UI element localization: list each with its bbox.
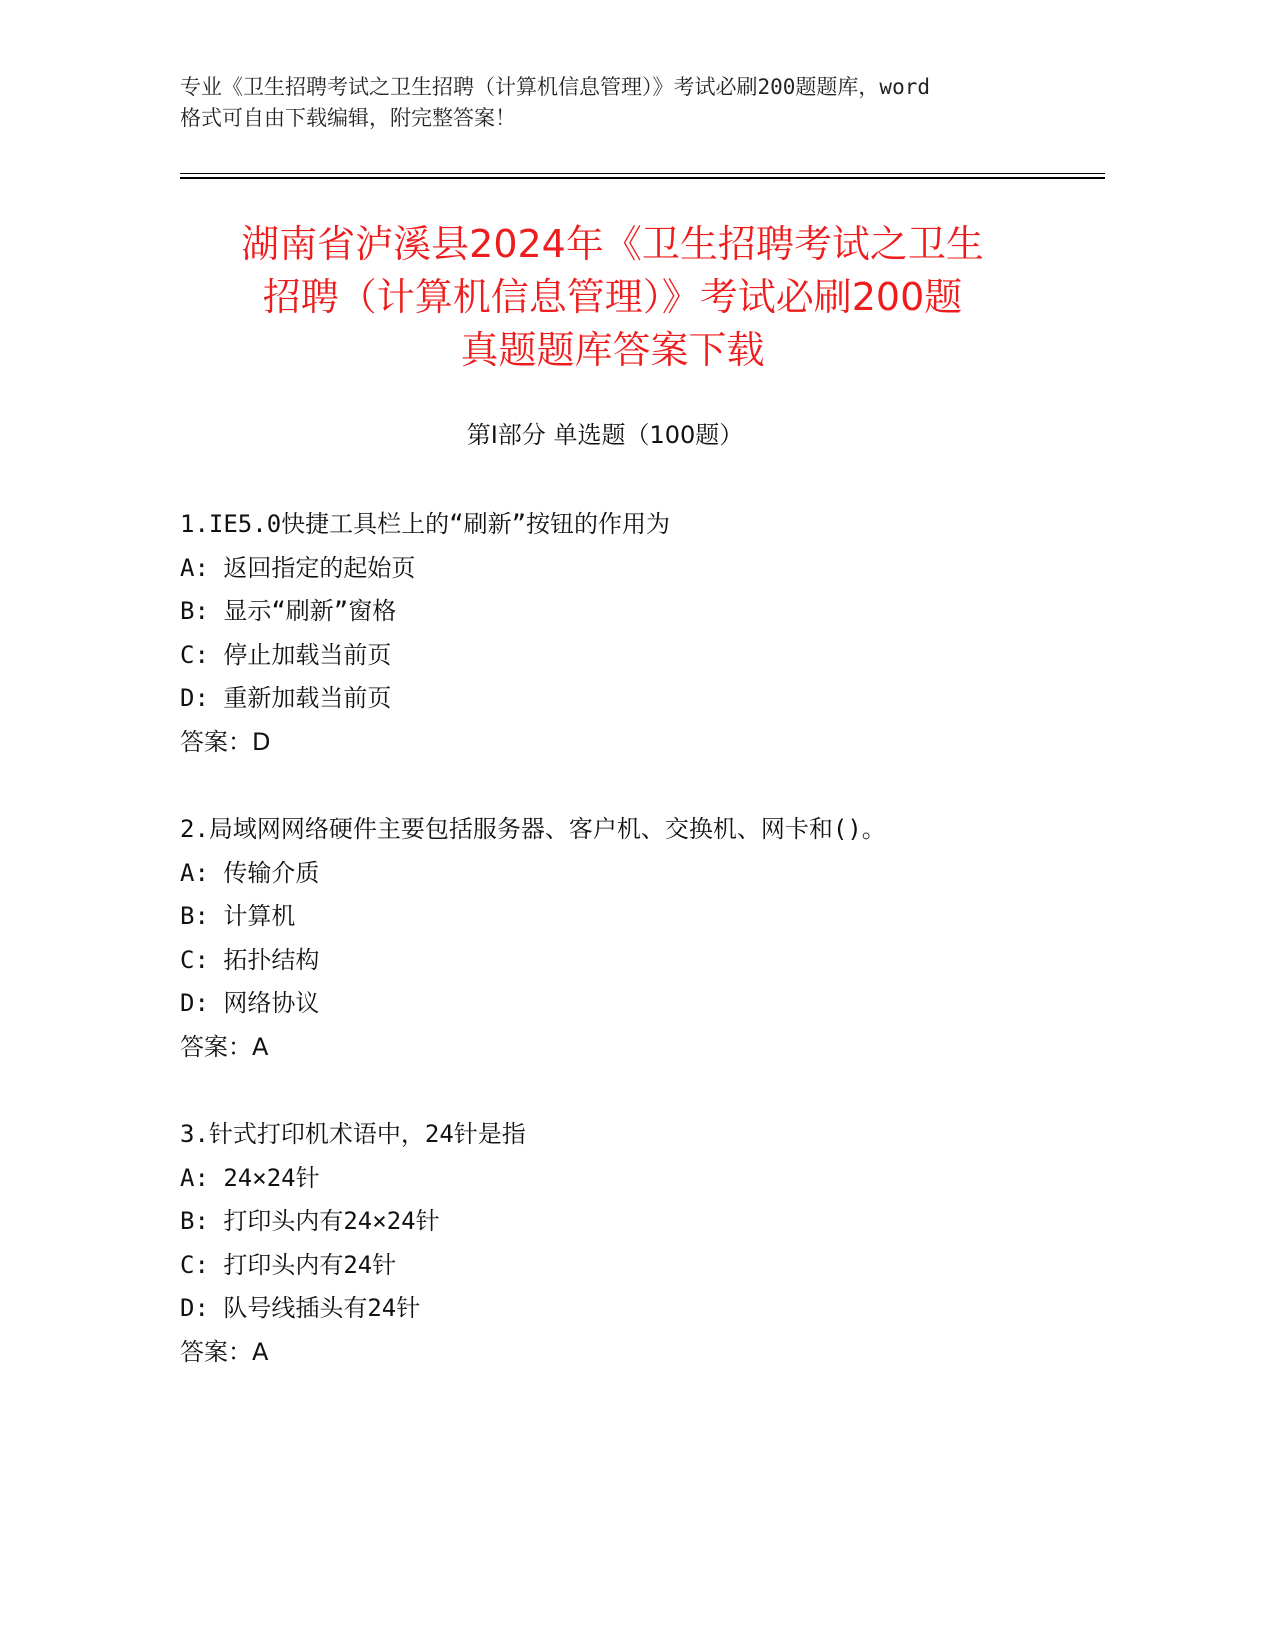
intro-line-1: 专业《卫生招聘考试之卫生招聘（计算机信息管理）》考试必刷200题题库，word	[180, 75, 930, 99]
title-line-2: 招聘（计算机信息管理）》考试必刷200题	[262, 275, 963, 319]
option-a: A: 传输介质	[180, 858, 320, 887]
answer-label: 答案：A	[180, 1032, 269, 1061]
section-heading: 第Ⅰ部分 单选题（100题）	[466, 421, 744, 449]
option-b: B: 打印头内有24×24针	[180, 1207, 440, 1235]
header-divider-thick	[180, 177, 1105, 179]
title-line-3: 真题题库答案下载	[460, 328, 765, 372]
intro-text	[180, 72, 1050, 134]
answer-label: 答案：D	[180, 727, 271, 756]
question-stem: 1.IE5.0快捷工具栏上的“刷新”按钮的作用为	[180, 510, 671, 538]
option-d: D: 队号线插头有24针	[180, 1294, 421, 1322]
title-line-1: 湖南省泸溪县2024年《卫生招聘考试之卫生	[241, 222, 984, 266]
option-a: A: 24×24针	[180, 1163, 320, 1192]
option-c: C: 打印头内有24针	[180, 1250, 397, 1279]
option-b: B: 显示“刷新”窗格	[180, 597, 397, 625]
option-c: C: 拓扑结构	[180, 945, 320, 974]
question-stem: 3.针式打印机术语中，24针是指	[180, 1120, 526, 1148]
option-d: D: 重新加载当前页	[180, 684, 392, 712]
intro-line-2: 格式可自由下载编辑，附完整答案！	[180, 106, 516, 130]
question-3	[180, 1113, 1080, 1374]
option-a: A: 返回指定的起始页	[180, 553, 416, 582]
question-2	[180, 808, 1080, 1069]
option-c: C: 停止加载当前页	[180, 640, 392, 669]
question-1	[180, 503, 1080, 764]
header-divider-thin	[180, 173, 1105, 174]
answer-label: 答案：A	[180, 1337, 269, 1366]
question-stem: 2.局域网网络硬件主要包括服务器、客户机、交换机、网卡和()。	[180, 815, 886, 843]
option-b: B: 计算机	[180, 902, 296, 930]
option-d: D: 网络协议	[180, 989, 320, 1017]
document-title	[150, 218, 1075, 377]
